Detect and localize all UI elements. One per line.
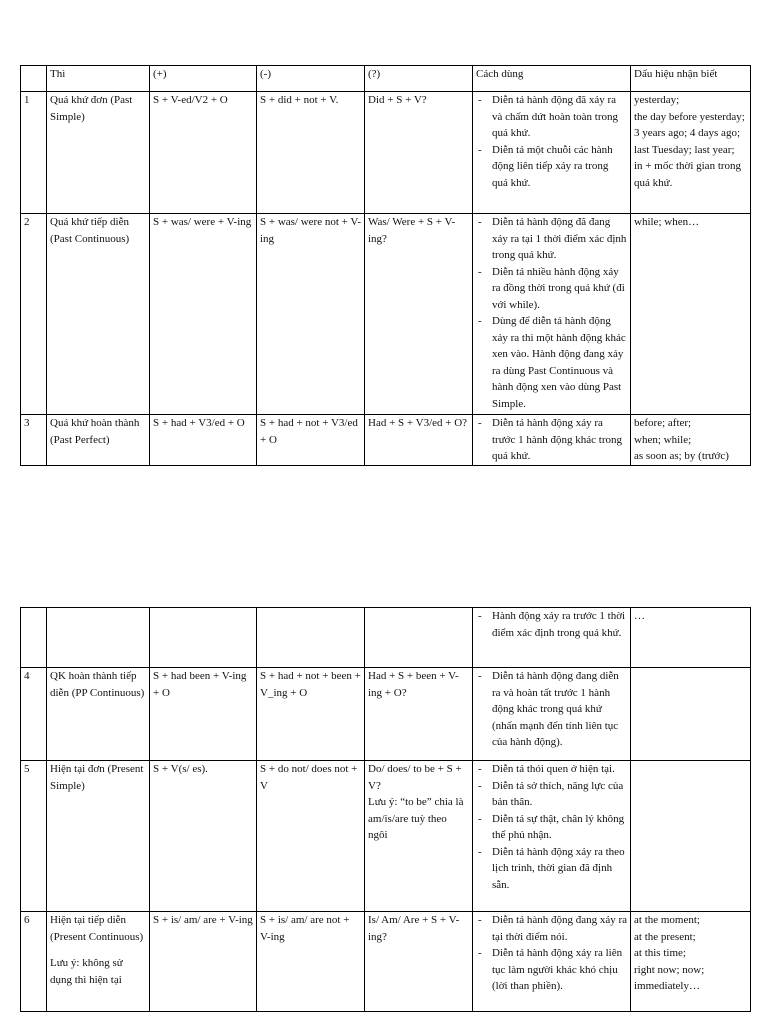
question-formula: Did + S + V? [365, 92, 473, 214]
table-row [21, 761, 751, 912]
row-number: 4 [21, 668, 47, 761]
positive-formula: S + is/ am/ are + V-ing [150, 912, 257, 1012]
usage-list [476, 92, 627, 191]
usage-list [476, 668, 627, 751]
header-negative: (-) [257, 66, 365, 92]
usage-cell [473, 668, 631, 761]
tense-name: Quá khứ đơn (Past Simple) [47, 92, 150, 214]
positive-formula: S + was/ were + V-ing [150, 214, 257, 415]
signal-words [631, 761, 751, 912]
row-number: 6 [21, 912, 47, 1012]
usage-item: - Diễn tả nhiều hành động xảy ra đồng thời trong quá khứ (đi với while). [492, 264, 627, 314]
usage-list [476, 415, 627, 465]
signal-words: … [631, 608, 751, 668]
negative-formula: S + was/ were not + V-ing [257, 214, 365, 415]
tense-name: QK hoàn thành tiếp diễn (PP Continuous) [47, 668, 150, 761]
positive-formula: S + had been + V-ing + O [150, 668, 257, 761]
usage-item: - Diễn tả hành động xảy ra liên tục làm người khác khó chịu (lời than phiền). [492, 945, 627, 995]
row-number: 1 [21, 92, 47, 214]
question-cell [365, 761, 473, 912]
question-formula [365, 608, 473, 668]
table-row [21, 912, 751, 1012]
usage-list [476, 608, 627, 641]
row-number [21, 608, 47, 668]
row-number: 3 [21, 415, 47, 466]
table-row [21, 668, 751, 761]
signal-words: at the moment; at the present; at this time; right now; now; immediately… [631, 912, 751, 1012]
row-number: 2 [21, 214, 47, 415]
tense-cell [47, 912, 150, 1012]
usage-item: - Diễn tả thói quen ở hiện tại. [492, 761, 627, 778]
usage-cell [473, 761, 631, 912]
signal-words: while; when… [631, 214, 751, 415]
row-number: 5 [21, 761, 47, 912]
signal-words: yesterday; the day before yesterday; 3 years ago; 4 days ago; last Tuesday; last year; in + mốc thời gian trong quá khứ. [631, 92, 751, 214]
header-tense: Thì [47, 66, 150, 92]
usage-item: - Diễn tả sở thích, năng lực của bản thân. [492, 778, 627, 811]
usage-item: - Hành động xảy ra trước 1 thời điểm xác định trong quá khứ. [492, 608, 627, 641]
tense-name: Hiện tại tiếp diễn (Present Continuous) [50, 914, 144, 943]
question-formula: Is/ Am/ Are + S + V-ing? [365, 912, 473, 1012]
usage-cell [473, 608, 631, 668]
positive-formula [150, 608, 257, 668]
usage-item: - Diễn tả hành động đã xảy ra và chấm dứt hoàn toàn trong quá khứ. [492, 92, 627, 142]
tense-name: Quá khứ hoàn thành (Past Perfect) [47, 415, 150, 466]
positive-formula: S + V-ed/V2 + O [150, 92, 257, 214]
usage-item: - Diễn tả sự thật, chân lý không thể phủ nhận. [492, 811, 627, 844]
tense-note: Lưu ý: không sử dụng thì hiện tại [50, 957, 123, 986]
tense-table-part1 [20, 65, 751, 466]
signal-words: before; after; when; while; as soon as; by (trước) [631, 415, 751, 466]
header-signals: Dấu hiệu nhận biết [631, 66, 751, 92]
usage-item: - Diễn tả hành động đang diễn ra và hoàn tất trước 1 hành động khác trong quá khứ (nhấn mạnh đến tính liên tục của hành động). [492, 668, 627, 751]
negative-formula: S + is/ am/ are not + V-ing [257, 912, 365, 1012]
question-formula: Was/ Were + S + V-ing? [365, 214, 473, 415]
table-row [21, 415, 751, 466]
usage-item: - Diễn tả hành động đã đang xảy ra tại 1 thời điểm xác định trong quá khứ. [492, 214, 627, 264]
table-row [21, 608, 751, 668]
tense-name [47, 608, 150, 668]
usage-item: - Dùng để diễn tả hành động xảy ra thì một hành động khác xen vào. Hành động đang xảy ra dùng Past Continuous và hành động xen vào dùng Past Simple. [492, 313, 627, 412]
usage-list [476, 912, 627, 995]
header-usage: Cách dùng [473, 66, 631, 92]
usage-item: - Diễn tả hành động đang xảy ra tại thời điểm nói. [492, 912, 627, 945]
usage-cell [473, 214, 631, 415]
usage-item: - Diễn tả một chuỗi các hành động liên tiếp xảy ra trong quá khứ. [492, 142, 627, 192]
tense-name: Quá khứ tiếp diễn (Past Continuous) [47, 214, 150, 415]
table-row [21, 92, 751, 214]
usage-cell [473, 912, 631, 1012]
header-positive: (+) [150, 66, 257, 92]
usage-list [476, 761, 627, 893]
negative-formula [257, 608, 365, 668]
positive-formula: S + V(s/ es). [150, 761, 257, 912]
question-note: Lưu ý: “to be” chia là am/is/are tuỳ theo ngôi [368, 796, 464, 841]
negative-formula: S + did + not + V. [257, 92, 365, 214]
positive-formula: S + had + V3/ed + O [150, 415, 257, 466]
negative-formula: S + had + not + been + V_ing + O [257, 668, 365, 761]
signal-words [631, 668, 751, 761]
question-formula: Had + S + V3/ed + O? [365, 415, 473, 466]
usage-cell [473, 415, 631, 466]
negative-formula: S + do not/ does not + V [257, 761, 365, 912]
table-row [21, 214, 751, 415]
question-formula: Had + S + been + V-ing + O? [365, 668, 473, 761]
table-header-row [21, 66, 751, 92]
usage-cell [473, 92, 631, 214]
usage-item: - Diễn tả hành động xảy ra trước 1 hành động khác trong quá khứ. [492, 415, 627, 465]
question-formula: Do/ does/ to be + S + V? [368, 763, 462, 792]
tense-table-part2 [20, 607, 751, 1012]
usage-item: - Diễn tả hành động xảy ra theo lịch trình, thời gian đã định sẵn. [492, 844, 627, 894]
header-no [21, 66, 47, 92]
negative-formula: S + had + not + V3/ed + O [257, 415, 365, 466]
header-question: (?) [365, 66, 473, 92]
tense-name: Hiện tại đơn (Present Simple) [47, 761, 150, 912]
usage-list [476, 214, 627, 412]
